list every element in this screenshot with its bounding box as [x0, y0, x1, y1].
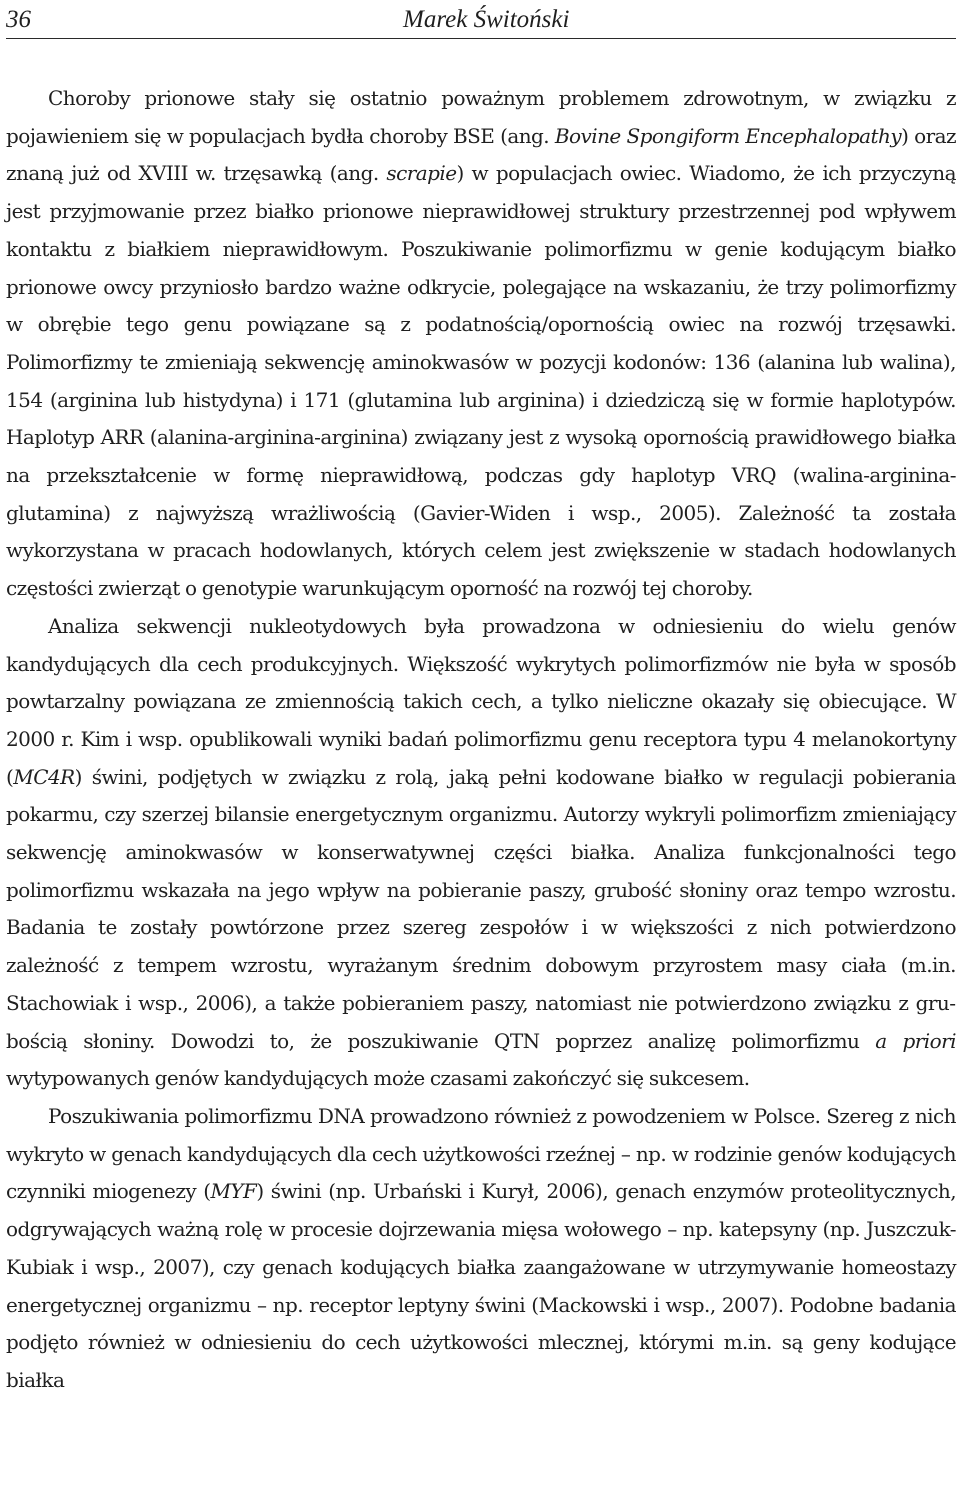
- text-run: Choroby prionowe stały się ostatnio poważnym problemem zdrowotnym, w związku z pojawieniem się w populacjach bydła choroby BSE (ang.: [6, 86, 956, 148]
- body-text: [6, 80, 956, 1400]
- text-run: ) świni, podjętych w związku z rolą, jaką pełni kodowane białko w regulacji pobierania pokarmu, czy szerzej bilansie energetycznym organizmu. Autorzy wykryli polimorfizm zmieniający sekwencję aminokwasów w konserwatywnej części białka. Analiza funkcjonalności tego polimorfizmu wskazała na jego wpływ na pobieranie paszy, grubość słoniny oraz tempo wzrostu. Badania te zostały powtórzone przez szereg zespołów i w większości z nich potwierdzono zależność z tempem wzrostu, wyrażanym średnim dobowym przyrostem masy ciała (m.in. Stachowiak i wsp., 2006), a także pobieraniem paszy, natomiast nie potwierdzono związku z grubością słoniny. Dowodzi to, że poszukiwanie QTN poprzez analizę polimorfizmu: [6, 764, 956, 1053]
- paragraph-prion-diseases: [6, 80, 956, 608]
- italic-gene-symbol: MYF: [210, 1179, 257, 1204]
- italic-term: Bovine Spongiform Encephalopathy: [554, 123, 902, 148]
- text-run: wytypowanych genów kandydujących może czasami zakończyć się sukcesem.: [6, 1066, 750, 1091]
- text-run: Poszukiwania polimorfizmu DNA prowadzono również z powodzeniem w Polsce. Szereg z nich wykryto w genach kandydujących dla cech użytkowości rzeźnej – np. w rodzinie genów kodujących czynniki miogenezy (: [6, 1103, 956, 1204]
- page-header: [6, 4, 956, 39]
- italic-term: scrapie: [386, 161, 457, 186]
- running-head-author: Marek Świtoński: [403, 6, 570, 33]
- text-run: ) oraz znaną już od XVIII w. trzęsawką (ang.: [6, 123, 956, 186]
- text-run: ) w populacjach owiec. Wiadomo, że ich przyczyną jest przyjmowanie przez białko prionowe nieprawidłowej struktury przestrzennej pod wpływem kontaktu z białkiem nieprawidłowym. Poszukiwanie polimorfizmu w genie kodującym białko prionowe owcy przyniosło bardzo ważne odkrycie, polegające na wskazaniu, że trzy polimorfizmy w obrębie tego genu powiązane są z podatnością/opornością owiec na rozwój trzęsawki. Polimorfizmy te zmieniają sekwencję aminokwasów w pozycji kodonów: 136 (alanina lub walina), 154 (arginina lub histydyna) i 171 (glutamina lub arginina) i dziedziczą się w formie haplotypów. Haplotyp ARR (alanina-arginina-arginina) związany jest z wysoką opornością prawidłowego białka na przekształcenie w formę nieprawidłową, podczas gdy haplotyp VRQ (walina-arginina-​glutamina) z najwyższą wrażliwością (Gavier-Widen i wsp., 2005). Zależność ta została wykorzystana w pracach hodowlanych, których celem jest zwiększenie w stadach hodowlanych częstości zwierząt o genotypie warunkującym oporność na rozwój tej choroby.: [6, 161, 956, 601]
- text-run: Analiza sekwencji nukleotydowych była prowadzona w odniesieniu do wielu genów kandydujących dla cech produkcyjnych. Większość wykrytych polimorfizmów nie była w sposób powtarzalny powiązana ze zmiennością takich cech, a tylko nieliczne okazały się obiecujące. W 2000 r. Kim i wsp. opublikowali wyniki badań polimorfizmu genu receptora typu 4 melanokortyny (: [6, 613, 956, 789]
- italic-term: a priori: [875, 1028, 956, 1053]
- text-run: ) świni (np. Urbański i Kurył, 2006), genach enzymów proteolitycznych, odgrywających ważną rolę w procesie dojrzewania mięsa wołowego – np. katepsyny (np. Juszczuk-Kubiak i wsp., 2007), czy genach kodujących białka zaangażowane w utrzymywanie homeostazy energetycznej organizmu – np. receptor leptyny świni (Mackowski i wsp., 2007). Podobne badania podjęto również w odniesieniu do cech użytkowości mlecznej, którymi m.in. są geny kodujące białka: [6, 1179, 956, 1392]
- italic-gene-symbol: MC4R: [13, 764, 75, 789]
- paragraph-polish-research: [6, 1098, 956, 1400]
- paragraph-candidate-genes: [6, 608, 956, 1098]
- page-number: 36: [6, 6, 31, 33]
